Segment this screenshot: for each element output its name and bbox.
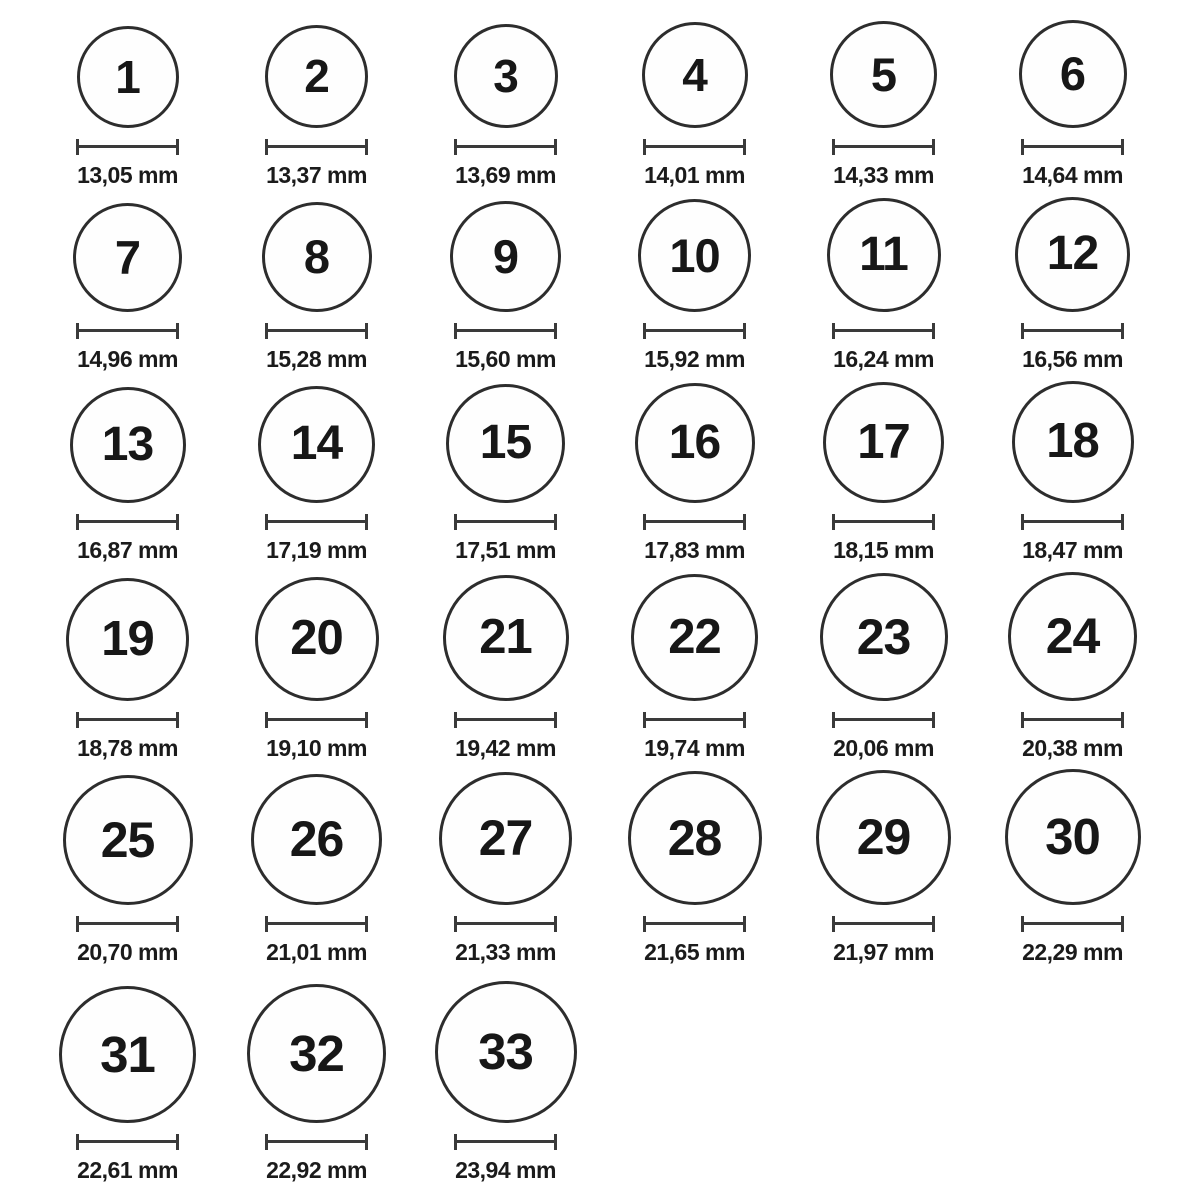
ring-size-circle [262, 202, 372, 312]
diameter-measure-line [265, 1134, 368, 1150]
ring-size-number: 32 [289, 1024, 344, 1082]
ring-size-item [411, 378, 600, 569]
diameter-label: 13,37 mm [266, 161, 367, 188]
ring-size-circle [1012, 381, 1134, 503]
ring-size-item [411, 767, 600, 971]
ring-size-grid [33, 14, 1167, 1189]
ring-size-circle [1005, 769, 1141, 905]
ring-size-circle [66, 578, 189, 701]
ring-size-circle [638, 199, 751, 312]
ring-size-circle [265, 25, 368, 128]
ring-size-circle [446, 384, 565, 503]
ring-size-circle [247, 984, 386, 1123]
ring-size-item [600, 767, 789, 971]
ring-size-number: 29 [856, 809, 911, 866]
diameter-label: 21,65 mm [644, 938, 745, 965]
ring-size-item [222, 378, 411, 569]
ring-size-circle [631, 574, 758, 701]
diameter-label: 14,96 mm [77, 345, 178, 372]
ring-size-circle [251, 774, 382, 905]
diameter-label: 23,94 mm [455, 1156, 556, 1183]
diameter-measure-line [265, 712, 368, 728]
ring-size-item [411, 569, 600, 767]
diameter-measure-line [832, 139, 935, 155]
diameter-label: 20,70 mm [77, 938, 178, 965]
ring-size-item [978, 378, 1167, 569]
ring-size-circle [830, 21, 937, 128]
ring-size-number: 23 [856, 608, 911, 665]
diameter-measure-line [832, 323, 935, 339]
diameter-label: 15,92 mm [644, 345, 745, 372]
diameter-measure-line [832, 916, 935, 932]
ring-size-item [789, 569, 978, 767]
diameter-label: 18,78 mm [77, 734, 178, 761]
ring-size-circle [70, 387, 186, 503]
ring-size-item [978, 14, 1167, 194]
ring-size-number: 16 [668, 415, 721, 469]
ring-size-number: 24 [1045, 608, 1100, 665]
diameter-label: 16,56 mm [1022, 345, 1123, 372]
diameter-label: 19,74 mm [644, 734, 745, 761]
diameter-measure-line [454, 712, 557, 728]
diameter-label: 13,69 mm [455, 161, 556, 188]
ring-size-number: 12 [1046, 227, 1099, 281]
diameter-label: 18,47 mm [1022, 536, 1123, 563]
ring-size-item [222, 14, 411, 194]
ring-size-item [789, 14, 978, 194]
ring-size-item [789, 767, 978, 971]
ring-size-item [411, 971, 600, 1189]
ring-size-item [33, 569, 222, 767]
diameter-measure-line [265, 323, 368, 339]
diameter-label: 13,05 mm [77, 161, 178, 188]
diameter-label: 21,33 mm [455, 938, 556, 965]
ring-size-circle [258, 386, 375, 503]
ring-size-item [222, 767, 411, 971]
diameter-label: 21,01 mm [266, 938, 367, 965]
ring-size-number: 20 [290, 611, 343, 666]
diameter-measure-line [76, 1134, 179, 1150]
ring-size-number: 18 [1046, 414, 1099, 469]
ring-size-number: 22 [668, 609, 721, 664]
ring-size-number: 15 [479, 416, 532, 470]
ring-size-circle [635, 383, 755, 503]
ring-size-number: 19 [101, 611, 154, 666]
diameter-label: 17,19 mm [266, 536, 367, 563]
ring-size-circle [642, 22, 748, 128]
diameter-label: 16,87 mm [77, 536, 178, 563]
ring-size-item [222, 971, 411, 1189]
diameter-measure-line [76, 514, 179, 530]
ring-size-item [33, 378, 222, 569]
diameter-label: 21,97 mm [833, 938, 934, 965]
ring-size-number: 27 [478, 810, 533, 867]
diameter-label: 19,10 mm [266, 734, 367, 761]
diameter-label: 17,51 mm [455, 536, 556, 563]
diameter-label: 14,01 mm [644, 161, 745, 188]
diameter-measure-line [643, 712, 746, 728]
diameter-label: 19,42 mm [455, 734, 556, 761]
ring-size-item [600, 378, 789, 569]
diameter-label: 20,38 mm [1022, 734, 1123, 761]
ring-size-number: 4 [682, 48, 707, 101]
ring-size-item [789, 378, 978, 569]
diameter-label: 17,83 mm [644, 536, 745, 563]
ring-size-item [789, 194, 978, 378]
diameter-measure-line [265, 916, 368, 932]
diameter-measure-line [643, 514, 746, 530]
ring-size-circle [1015, 197, 1130, 312]
ring-size-number: 25 [100, 811, 155, 868]
ring-size-circle [59, 986, 196, 1123]
ring-size-circle [827, 198, 941, 312]
diameter-measure-line [454, 514, 557, 530]
diameter-measure-line [76, 323, 179, 339]
diameter-label: 22,92 mm [266, 1156, 367, 1183]
diameter-measure-line [265, 139, 368, 155]
ring-size-number: 9 [492, 229, 519, 283]
ring-size-item [33, 14, 222, 194]
ring-size-item [222, 569, 411, 767]
diameter-label: 20,06 mm [833, 734, 934, 761]
diameter-measure-line [1021, 139, 1124, 155]
diameter-measure-line [265, 514, 368, 530]
ring-size-number: 6 [1059, 47, 1086, 101]
ring-size-circle [816, 770, 951, 905]
ring-size-item [600, 569, 789, 767]
ring-size-circle [823, 382, 944, 503]
ring-size-circle [628, 771, 762, 905]
diameter-measure-line [1021, 712, 1124, 728]
ring-size-number: 7 [114, 230, 141, 284]
diameter-measure-line [643, 139, 746, 155]
diameter-label: 14,64 mm [1022, 161, 1123, 188]
ring-size-item [978, 569, 1167, 767]
ring-size-item [33, 767, 222, 971]
diameter-label: 22,61 mm [77, 1156, 178, 1183]
ring-size-number: 30 [1045, 808, 1100, 866]
diameter-measure-line [76, 712, 179, 728]
ring-size-number: 31 [100, 1025, 155, 1083]
diameter-label: 18,15 mm [833, 536, 934, 563]
diameter-label: 14,33 mm [833, 161, 934, 188]
ring-size-number: 11 [859, 227, 908, 281]
diameter-measure-line [76, 139, 179, 155]
ring-size-item [978, 767, 1167, 971]
ring-size-circle [1019, 20, 1127, 128]
ring-size-circle [454, 24, 558, 128]
diameter-measure-line [1021, 916, 1124, 932]
ring-size-circle [439, 772, 572, 905]
diameter-measure-line [1021, 514, 1124, 530]
diameter-measure-line [454, 1134, 557, 1150]
ring-size-circle [77, 26, 179, 128]
ring-size-number: 14 [290, 417, 343, 471]
ring-size-item [33, 971, 222, 1189]
ring-size-circle [255, 577, 379, 701]
diameter-measure-line [454, 916, 557, 932]
ring-size-circle [435, 981, 577, 1123]
diameter-measure-line [643, 323, 746, 339]
diameter-measure-line [454, 139, 557, 155]
diameter-label: 15,28 mm [266, 345, 367, 372]
ring-size-item [411, 14, 600, 194]
diameter-measure-line [643, 916, 746, 932]
ring-size-number: 8 [303, 230, 330, 284]
ring-size-number: 3 [493, 49, 518, 102]
ring-size-item [600, 194, 789, 378]
ring-size-item [411, 194, 600, 378]
ring-size-number: 1 [115, 50, 140, 103]
ring-size-number: 21 [479, 610, 532, 665]
diameter-measure-line [454, 323, 557, 339]
ring-size-number: 17 [857, 414, 910, 469]
ring-size-circle [450, 201, 561, 312]
diameter-label: 22,29 mm [1022, 938, 1123, 965]
ring-size-number: 26 [289, 811, 344, 868]
ring-size-number: 33 [478, 1023, 533, 1081]
ring-size-number: 2 [304, 50, 329, 103]
diameter-measure-line [832, 514, 935, 530]
ring-size-number: 5 [870, 47, 897, 101]
diameter-label: 16,24 mm [833, 345, 934, 372]
ring-size-circle [73, 203, 182, 312]
diameter-measure-line [76, 916, 179, 932]
ring-size-number: 10 [669, 228, 720, 282]
ring-size-number: 13 [101, 417, 154, 471]
ring-size-item [600, 14, 789, 194]
ring-size-circle [1008, 572, 1137, 701]
ring-size-number: 28 [667, 809, 722, 866]
diameter-label: 15,60 mm [455, 345, 556, 372]
ring-size-circle [63, 775, 193, 905]
ring-size-circle [443, 575, 569, 701]
ring-size-item [978, 194, 1167, 378]
ring-size-circle [820, 573, 948, 701]
ring-size-item [33, 194, 222, 378]
diameter-measure-line [1021, 323, 1124, 339]
diameter-measure-line [832, 712, 935, 728]
ring-size-item [222, 194, 411, 378]
